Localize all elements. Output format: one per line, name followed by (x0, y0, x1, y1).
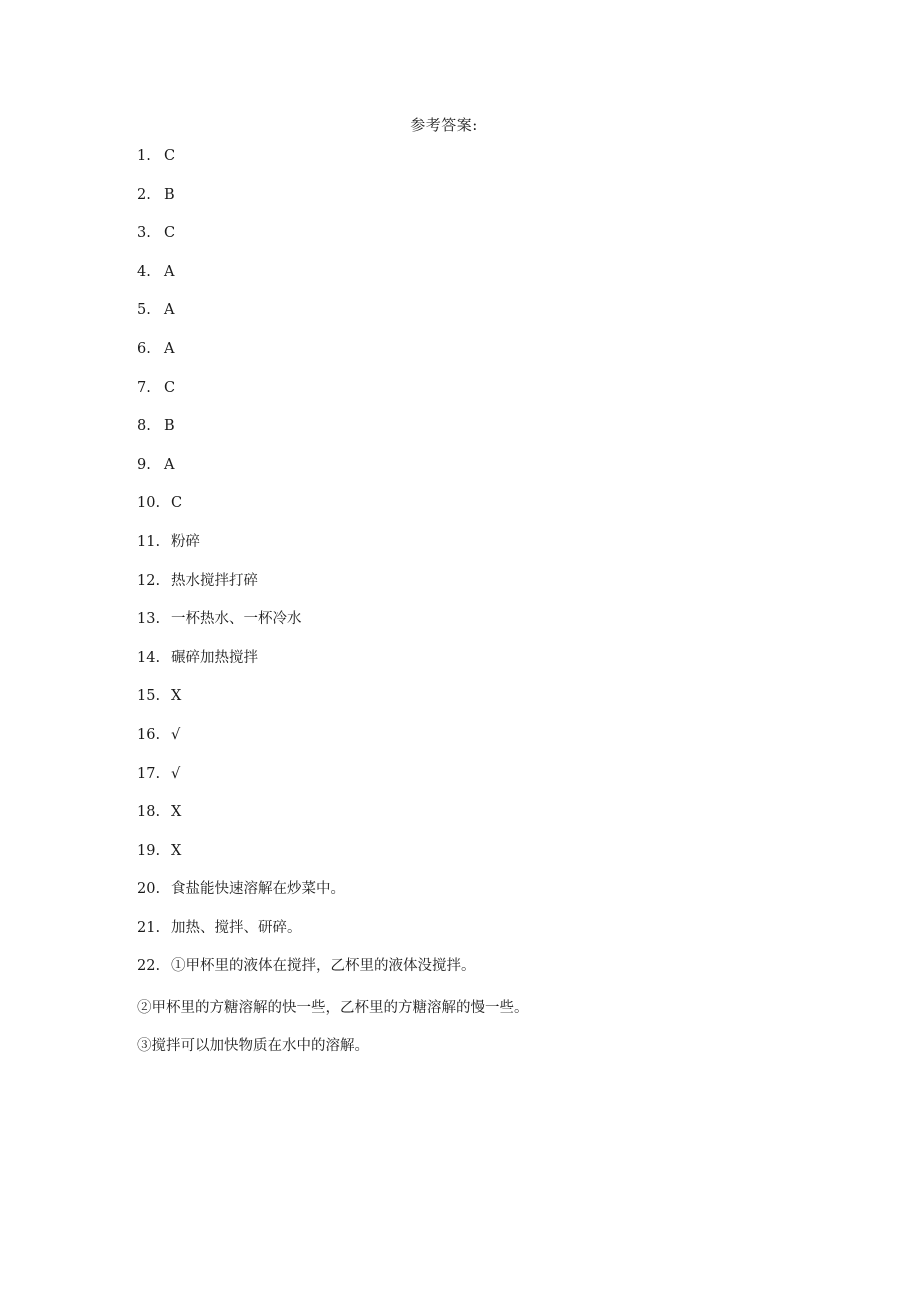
answer-text: 加热、搅拌、研碎。 (171, 919, 302, 936)
answer-item-5 (137, 299, 837, 338)
answer-number: 19. (137, 842, 161, 859)
answer-text: A (164, 302, 175, 319)
answer-text: 粉碎 (171, 533, 200, 550)
answer-text: C (164, 148, 176, 164)
answer-text: B (164, 418, 175, 435)
answer-text: X (171, 842, 182, 859)
answer-item-15 (137, 685, 837, 724)
answer-number: 15. (137, 688, 161, 705)
answer-text: √ (171, 726, 181, 743)
answer-number: 20. (137, 881, 161, 898)
answer-number: 6. (137, 340, 151, 357)
answer-item-3 (137, 222, 837, 261)
answer-number: 4. (137, 263, 151, 280)
answer-item-8 (137, 415, 837, 454)
answer-number: 9. (137, 456, 151, 473)
answer-item-10 (137, 492, 837, 531)
answer-item-14 (137, 647, 837, 686)
answer-text: C (164, 379, 176, 396)
answer-number: 7. (137, 379, 151, 396)
answer-number: 14. (137, 649, 161, 666)
answer-item-1 (137, 145, 837, 184)
answer-item-12 (137, 570, 837, 609)
answer-number: 21. (137, 919, 161, 936)
answer-item-9 (137, 454, 837, 493)
answer-number: 3. (137, 225, 151, 242)
answer-text: 碾碎加热搅拌 (171, 649, 258, 666)
answer-number: 5. (137, 302, 151, 319)
answer-number: 22. (137, 958, 161, 975)
answer-item-20 (137, 878, 837, 917)
answer-item-6 (137, 338, 837, 377)
answer-item-4 (137, 261, 837, 300)
answer-text: A (164, 263, 175, 280)
answer-22-line-3: ③搅拌可以加快物质在水中的溶解。 (137, 1038, 369, 1054)
answer-number: 17. (137, 765, 161, 782)
answer-item-16 (137, 724, 837, 763)
answer-item-7 (137, 377, 837, 416)
answer-22-line-2: ②甲杯里的方糖溶解的快一些，乙杯里的方糖溶解的慢一些。 (137, 1000, 529, 1016)
answer-text: A (164, 456, 175, 473)
answer-item-11 (137, 531, 837, 570)
answer-number: 12. (137, 572, 161, 589)
answer-number: 8. (137, 418, 151, 435)
answer-item-21 (137, 917, 837, 956)
answer-number: 1. (137, 148, 151, 164)
answer-number: 10. (137, 495, 161, 512)
answer-item-18 (137, 801, 837, 840)
answer-list (137, 145, 837, 994)
answer-text: A (164, 340, 175, 357)
answer-text: C (164, 225, 176, 242)
page-title: 参考答案: (410, 116, 478, 134)
answer-item-2 (137, 184, 837, 223)
answer-number: 13. (137, 611, 161, 628)
answer-item-22 (137, 955, 837, 994)
answer-text: 食盐能快速溶解在炒菜中。 (171, 881, 345, 898)
answer-item-13 (137, 608, 837, 647)
answer-text: ①甲杯里的液体在搅拌，乙杯里的液体没搅拌。 (171, 958, 476, 975)
answer-text: 一杯热水、一杯冷水 (171, 611, 302, 628)
answer-text: C (171, 495, 183, 512)
answer-text: √ (171, 765, 181, 782)
answer-text: X (171, 804, 182, 821)
answer-item-19 (137, 840, 837, 879)
answer-item-17 (137, 763, 837, 802)
answer-number: 16. (137, 726, 161, 743)
answer-number: 2. (137, 186, 151, 203)
answer-text: B (164, 186, 175, 203)
answer-text: X (171, 688, 182, 705)
answer-number: 11. (137, 533, 161, 550)
answer-text: 热水搅拌打碎 (171, 572, 258, 589)
answer-number: 18. (137, 804, 161, 821)
